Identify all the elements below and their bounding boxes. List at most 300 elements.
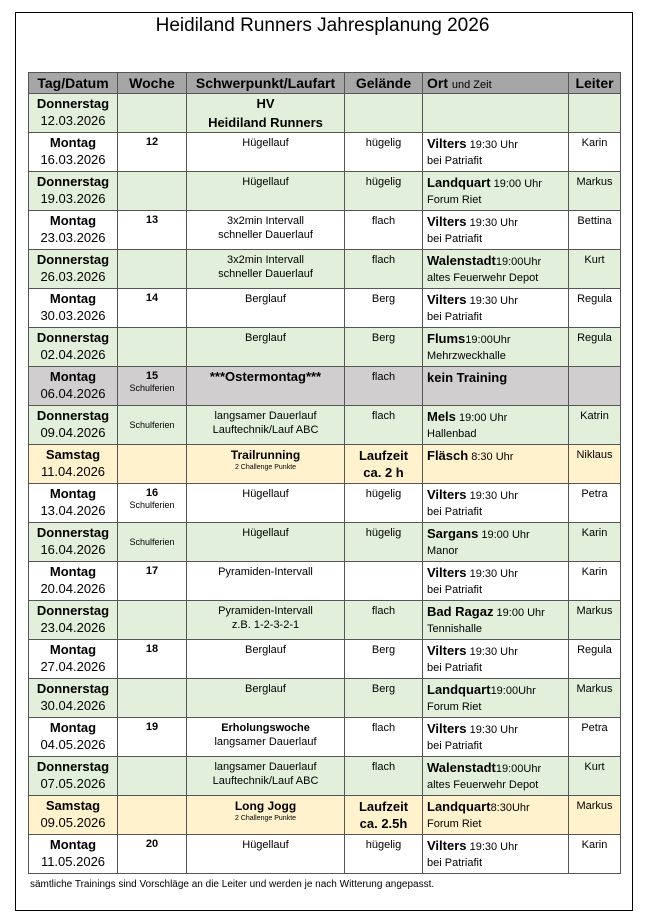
header-focus: Schwerpunkt/Laufart [187, 73, 345, 94]
terrain-value: hügelig [365, 176, 402, 188]
focus-line-2: Lauftechnik/Lauf ABC [212, 424, 319, 436]
leader-name: Regula [577, 644, 612, 656]
cell-week [118, 523, 187, 562]
place-line [423, 250, 568, 270]
place-time: 19:30 Uhr [469, 646, 518, 658]
cell-terrain [345, 250, 423, 289]
terrain-value: Berg [371, 644, 396, 656]
cell-focus [187, 328, 345, 367]
table-row [29, 133, 621, 172]
cell-terrain [345, 523, 423, 562]
schedule-table [28, 72, 621, 874]
cell-terrain [345, 211, 423, 250]
cell-date [29, 328, 118, 367]
week-number: 18 [145, 643, 159, 655]
leader-name: Katrin [580, 410, 609, 422]
cell-focus [187, 406, 345, 445]
place-name: Vilters [427, 136, 467, 151]
place-time: 19:30 Uhr [469, 568, 518, 580]
day-name: Montag [49, 213, 97, 228]
leader-name: Bettina [577, 215, 612, 227]
place-line [423, 601, 568, 621]
place-name: Sargans [427, 526, 479, 541]
place-detail: Forum Riet [427, 194, 482, 206]
holiday-note: Schulferien [129, 500, 175, 510]
cell-week [118, 640, 187, 679]
focus-line-1: Hügellauf [242, 488, 289, 500]
terrain-value: flach [371, 605, 396, 617]
place-name: Vilters [427, 487, 467, 502]
cell-place [423, 523, 569, 562]
focus-line-1: Pyramiden-Intervall [218, 605, 313, 617]
cell-week [118, 250, 187, 289]
leader-name: Karin [581, 527, 608, 539]
cell-date [29, 796, 118, 835]
table-row [29, 679, 621, 718]
place-time: 19:00 Uhr [481, 529, 530, 541]
week-number: 19 [145, 721, 159, 733]
terrain-value: Berg [371, 293, 396, 305]
cell-focus [187, 640, 345, 679]
cell-focus [187, 484, 345, 523]
place-time: 19:30 Uhr [469, 295, 518, 307]
table-row [29, 328, 621, 367]
day-name: Samstag [45, 798, 101, 813]
cell-place [423, 640, 569, 679]
place-detail: bei Patriafit [427, 740, 483, 752]
holiday-note: Schulferien [129, 383, 175, 393]
place-name: Landquart [427, 682, 491, 697]
cell-place [423, 601, 569, 640]
date-value: 13.04.2026 [40, 503, 106, 518]
date-value: 23.04.2026 [40, 620, 106, 635]
cell-date [29, 172, 118, 211]
place-name: Vilters [427, 643, 467, 658]
day-name: Montag [49, 642, 97, 657]
place-detail: bei Patriafit [427, 584, 483, 596]
cell-leader [569, 562, 621, 601]
place-detail: bei Patriafit [427, 506, 483, 518]
focus-line-1: Hügellauf [242, 839, 289, 851]
cell-terrain [345, 172, 423, 211]
focus-line-2: Lauftechnik/Lauf ABC [212, 775, 319, 787]
place-line [423, 796, 568, 816]
terrain-value: hügelig [365, 839, 402, 851]
place-line [423, 133, 568, 153]
table-row [29, 523, 621, 562]
cell-date [29, 523, 118, 562]
place-time: 19:30 Uhr [469, 724, 518, 736]
cell-leader [569, 406, 621, 445]
cell-date [29, 133, 118, 172]
footer-note: sämtliche Trainings sind Vorschläge an die Leiter und werden je nach Witterung angepasst. [30, 879, 435, 890]
terrain-value: flach [371, 722, 396, 734]
leader-name: Markus [576, 176, 613, 188]
week-number: 12 [145, 136, 159, 148]
place-name: Vilters [427, 838, 467, 853]
header-place-small: und Zeit [451, 79, 492, 91]
cell-leader [569, 718, 621, 757]
week-number: 16 [145, 487, 159, 499]
cell-date [29, 601, 118, 640]
cell-terrain [345, 640, 423, 679]
cell-week [118, 484, 187, 523]
terrain-value: flach [371, 254, 396, 266]
focus-line-2: schneller Dauerlauf [218, 268, 313, 280]
cell-leader [569, 172, 621, 211]
place-time: 19:30 Uhr [469, 490, 518, 502]
cell-date [29, 640, 118, 679]
date-value: 20.04.2026 [40, 581, 106, 596]
place-line [423, 523, 568, 543]
cell-date [29, 484, 118, 523]
cell-leader [569, 445, 621, 484]
cell-leader [569, 601, 621, 640]
cell-terrain [345, 328, 423, 367]
leader-name: Niklaus [576, 449, 613, 461]
place-time: 19:30 Uhr [469, 139, 518, 151]
date-value: 06.04.2026 [40, 386, 106, 401]
week-number: 13 [145, 214, 159, 226]
terrain-value: hügelig [365, 527, 402, 539]
day-name: Donnerstag [36, 408, 110, 423]
cell-leader [569, 757, 621, 796]
cell-leader [569, 484, 621, 523]
date-value: 30.04.2026 [40, 698, 106, 713]
terrain-value: hügelig [365, 488, 402, 500]
date-value: 04.05.2026 [40, 737, 106, 752]
focus-line-1: Berglauf [245, 293, 286, 305]
cell-date [29, 718, 118, 757]
week-number: 17 [145, 565, 159, 577]
place-detail: bei Patriafit [427, 857, 483, 869]
focus-line-1: Berglauf [245, 683, 286, 695]
cell-date [29, 679, 118, 718]
place-detail: altes Feuerwehr Depot [427, 779, 539, 791]
cell-date [29, 250, 118, 289]
table-row [29, 796, 621, 835]
cell-date [29, 445, 118, 484]
day-name: Samstag [45, 447, 101, 462]
place-time: 19:30 Uhr [469, 217, 518, 229]
day-name: Donnerstag [36, 603, 110, 618]
cell-focus [187, 289, 345, 328]
place-line [423, 172, 568, 192]
table-row [29, 94, 621, 133]
date-value: 11.04.2026 [40, 464, 106, 479]
cell-week [118, 679, 187, 718]
cell-terrain [345, 757, 423, 796]
cell-focus [187, 172, 345, 211]
place-detail: Manor [427, 545, 459, 557]
cell-place [423, 718, 569, 757]
day-name: Montag [49, 291, 97, 306]
cell-leader [569, 679, 621, 718]
day-name: Donnerstag [36, 525, 110, 540]
header-week: Woche [118, 73, 187, 94]
place-line [423, 835, 568, 855]
place-line [423, 757, 568, 777]
cell-leader [569, 796, 621, 835]
terrain-duration: ca. 2 h [363, 465, 404, 480]
place-detail: Forum Riet [427, 701, 482, 713]
place-time: 19:00 Uhr [493, 178, 542, 190]
focus-line-1: Pyramiden-Intervall [218, 566, 313, 578]
focus-line-1: langsamer Dauerlauf [214, 410, 317, 422]
place-time: 19:00 Uhr [458, 412, 508, 424]
cell-date [29, 211, 118, 250]
cell-week [118, 367, 187, 406]
cell-focus [187, 601, 345, 640]
date-value: 11.05.2026 [40, 854, 106, 869]
cell-focus [187, 835, 345, 874]
cell-leader [569, 94, 621, 133]
place-line [423, 562, 568, 582]
place-name: Bad Ragaz [427, 604, 494, 619]
cell-terrain [345, 835, 423, 874]
focus-line-1: ***Ostermontag*** [209, 369, 322, 384]
cell-week [118, 172, 187, 211]
place-name: Fläsch [427, 448, 469, 463]
cell-date [29, 289, 118, 328]
date-value: 16.03.2026 [40, 152, 106, 167]
cell-place [423, 94, 569, 133]
day-name: Montag [49, 837, 97, 852]
header-place [423, 73, 569, 94]
header-date: Tag/Datum [29, 73, 118, 94]
focus-line-1: Hügellauf [242, 137, 289, 149]
place-name: Landquart [427, 175, 491, 190]
cell-place [423, 796, 569, 835]
date-value: 23.03.2026 [40, 230, 106, 245]
place-time: 19:00Uhr [495, 256, 542, 268]
focus-line-1: Trailrunning 2 Challenge Punkte [187, 445, 344, 472]
terrain-value: flach [371, 215, 396, 227]
leader-name: Karin [581, 566, 608, 578]
date-value: 19.03.2026 [40, 191, 106, 206]
cell-week [118, 796, 187, 835]
cell-week [118, 211, 187, 250]
date-value: 16.04.2026 [40, 542, 106, 557]
date-value: 30.03.2026 [40, 308, 106, 323]
place-detail: Forum Riet [427, 818, 482, 830]
date-value: 02.04.2026 [40, 347, 106, 362]
leader-name: Regula [577, 293, 612, 305]
terrain-value: Berg [371, 332, 396, 344]
leader-name: Markus [576, 605, 613, 617]
place-line [423, 679, 568, 699]
terrain-value: flach [371, 371, 396, 383]
day-name: Donnerstag [36, 96, 110, 111]
place-time: 19:00 Uhr [496, 607, 545, 619]
place-line [423, 328, 568, 348]
table-row [29, 484, 621, 523]
leader-name: Karin [581, 137, 608, 149]
cell-leader [569, 523, 621, 562]
date-value: 27.04.2026 [40, 659, 106, 674]
place-name: Vilters [427, 214, 467, 229]
cell-terrain [345, 718, 423, 757]
cell-terrain [345, 484, 423, 523]
cell-date [29, 367, 118, 406]
place-name: Walenstadt [427, 760, 496, 775]
leader-name: Kurt [584, 761, 605, 773]
cell-week [118, 133, 187, 172]
focus-line-2: schneller Dauerlauf [218, 229, 313, 241]
cell-week [118, 562, 187, 601]
place-line [423, 211, 568, 231]
table-row [29, 406, 621, 445]
place-detail: bei Patriafit [427, 311, 483, 323]
cell-focus [187, 796, 345, 835]
day-name: Montag [49, 486, 97, 501]
cell-week [118, 328, 187, 367]
cell-week [118, 94, 187, 133]
cell-focus [187, 367, 345, 406]
cell-terrain [345, 796, 423, 835]
place-time: 19:30 Uhr [469, 841, 518, 853]
cell-date [29, 562, 118, 601]
place-detail: Tennishalle [427, 623, 483, 635]
leader-name: Petra [581, 722, 608, 734]
place-detail: altes Feuerwehr Depot [427, 272, 539, 284]
holiday-note: Schulferien [129, 420, 175, 430]
date-value: 12.03.2026 [40, 113, 106, 128]
cell-place [423, 250, 569, 289]
table-row [29, 757, 621, 796]
week-number: 14 [145, 292, 159, 304]
cell-place [423, 445, 569, 484]
cell-terrain [345, 445, 423, 484]
leader-name: Karin [581, 839, 608, 851]
terrain-duration: ca. 2.5h [359, 816, 408, 831]
focus-line-1: langsamer Dauerlauf [214, 761, 317, 773]
place-line [423, 406, 568, 426]
cell-place [423, 133, 569, 172]
holiday-note: Schulferien [129, 537, 175, 547]
place-detail: Mehrzweckhalle [427, 350, 506, 362]
focus-line-2: Heidiland Runners [208, 115, 323, 130]
place-name: kein Training [427, 370, 508, 385]
focus-line-1: 3x2min Intervall [226, 254, 305, 266]
cell-week [118, 406, 187, 445]
date-value: 07.05.2026 [40, 776, 106, 791]
cell-terrain [345, 289, 423, 328]
cell-focus [187, 718, 345, 757]
header-leader: Leiter [569, 73, 621, 94]
place-detail: bei Patriafit [427, 155, 483, 167]
cell-place [423, 406, 569, 445]
table-row [29, 367, 621, 406]
place-time: 19:00Uhr [465, 334, 511, 346]
place-detail: bei Patriafit [427, 233, 483, 245]
place-time: 19:00Uhr [490, 685, 536, 697]
leader-name: Markus [576, 800, 613, 812]
cell-place [423, 757, 569, 796]
cell-place [423, 679, 569, 718]
leader-name: Kurt [584, 254, 605, 266]
cell-date [29, 406, 118, 445]
cell-place [423, 562, 569, 601]
place-name: Landquart [427, 799, 491, 814]
page-title: Heidiland Runners Jahresplanung 2026 [155, 15, 490, 36]
cell-date [29, 757, 118, 796]
cell-place [423, 367, 569, 406]
cell-terrain [345, 94, 423, 133]
place-line [423, 718, 568, 738]
cell-focus [187, 211, 345, 250]
table-row [29, 289, 621, 328]
leader-name: Regula [577, 332, 612, 344]
terrain-value: Laufzeit [358, 799, 409, 814]
place-detail: bei Patriafit [427, 662, 483, 674]
cell-terrain [345, 367, 423, 406]
cell-place [423, 835, 569, 874]
terrain-value: flach [371, 761, 396, 773]
cell-place [423, 328, 569, 367]
cell-focus [187, 679, 345, 718]
leader-name: Petra [581, 488, 608, 500]
leader-name: Markus [576, 683, 613, 695]
cell-place [423, 172, 569, 211]
focus-line-1: Hügellauf [242, 176, 289, 188]
cell-focus [187, 445, 345, 484]
cell-terrain [345, 406, 423, 445]
focus-line-1: 3x2min Intervall [226, 215, 305, 227]
place-name: Vilters [427, 292, 467, 307]
place-time: 19:00Uhr [495, 763, 542, 775]
terrain-value: hügelig [365, 137, 402, 149]
cell-focus [187, 94, 345, 133]
cell-focus [187, 250, 345, 289]
place-name: Vilters [427, 565, 467, 580]
place-name: Flums [427, 331, 466, 346]
focus-line-2: langsamer Dauerlauf [214, 736, 317, 748]
cell-leader [569, 328, 621, 367]
table-row [29, 640, 621, 679]
day-name: Montag [49, 135, 97, 150]
challenge-points: 2 Challenge Punkte [234, 815, 297, 822]
cell-focus [187, 757, 345, 796]
terrain-value: flach [371, 410, 396, 422]
place-line [423, 445, 568, 465]
table-row [29, 250, 621, 289]
week-number: 15 [145, 370, 159, 382]
place-line [423, 289, 568, 309]
cell-leader [569, 211, 621, 250]
cell-place [423, 289, 569, 328]
day-name: Montag [49, 564, 97, 579]
cell-week [118, 718, 187, 757]
cell-leader [569, 367, 621, 406]
day-name: Donnerstag [36, 681, 110, 696]
cell-week [118, 835, 187, 874]
cell-focus [187, 133, 345, 172]
cell-leader [569, 133, 621, 172]
table-row [29, 445, 621, 484]
terrain-value: Laufzeit [358, 448, 409, 463]
date-value: 09.04.2026 [40, 425, 106, 440]
header-terrain: Gelände [345, 73, 423, 94]
place-time: 8:30 Uhr [471, 451, 514, 463]
date-value: 26.03.2026 [40, 269, 106, 284]
place-line [423, 367, 568, 387]
cell-leader [569, 640, 621, 679]
focus-line-1: Berglauf [245, 332, 286, 344]
focus-line-1: Long Jogg 2 Challenge Punkte [187, 796, 344, 823]
place-line [423, 484, 568, 504]
date-value: 09.05.2026 [40, 815, 106, 830]
